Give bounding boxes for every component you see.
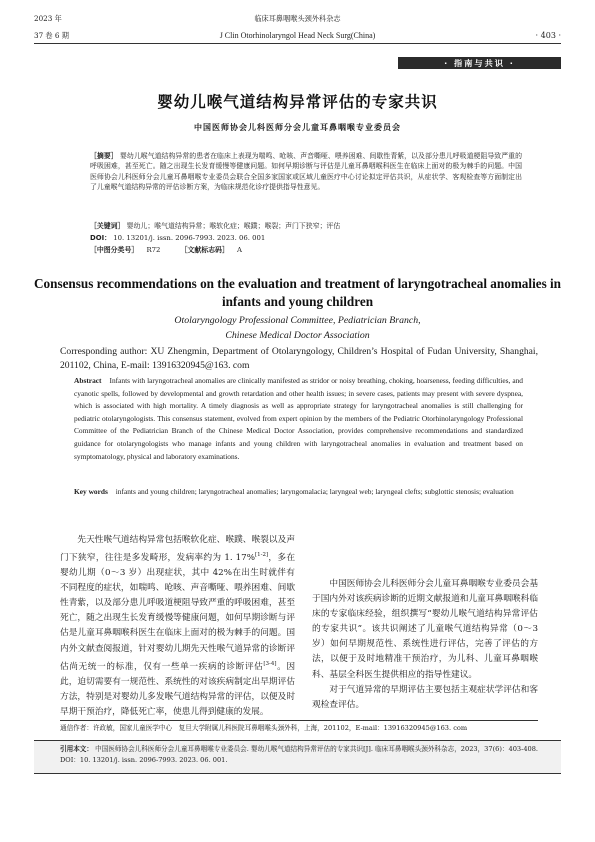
doc-code-label: ［文献标志码］ — [180, 246, 229, 254]
body-paragraph-1: 先天性喉气道结构异常包括喉软化症、喉蹼、喉裂以及声门下狭窄，往往是多发畸形，发病率约为 1. 17%[1-2]，多在婴幼儿期（0～3 岁）出现症状，其中 42%在出生时就伴有不同程度的症状，如喘鸣、呛咳、声音嘶哑、喂养困难、间歇性青紫，以及部分患儿呼吸道梗阻导致严重的呼吸困难，甚至死亡，随之出现生长发育缓慢等健康问题，如何早期诊断与评估是儿童耳鼻咽喉科医生在临床上面对的极为棘手的问题。国内外文献查阅报道，针对婴幼儿期先天性喉气道异常的诊断评估尚无统一的标准，仅有一些单一疾病的诊断评估[3-4]。因此，迫切需要有一规范性、系统性的对该疾病制定出早期评估方法，特别是对婴幼儿多发喉气道结构异常的评估，以便及时早期干预治疗，降低死亡率，使患儿得到健康的发展。 — [60, 535, 296, 717]
body-right-column — [312, 577, 538, 713]
footnote-correspondence: 通信作者：许政敏，国家儿童医学中心 复旦大学附属儿科医院耳鼻咽喉头颈外科，上海，201102，E-mail：13916320945@163. com — [60, 724, 468, 732]
doi-label: DOI： — [90, 234, 112, 242]
abstract-cn-label: ［摘要］ — [90, 152, 118, 160]
abstract-en-label: Abstract — [74, 376, 102, 385]
abstract-cn — [90, 151, 522, 193]
keywords-en — [74, 486, 523, 499]
doc-code-value: A — [237, 246, 243, 254]
citation-label: 引用本文： — [60, 745, 93, 753]
corresponding-author-en: Corresponding author: XU Zhengmin, Department of Otolaryngology, Children’s Hospital of Fudan University, Shanghai, 201102, China, E-mail: 13916320945@163. com — [60, 346, 538, 371]
keywords-cn-label: ［关键词］ — [90, 222, 125, 230]
classification-value: R72 — [146, 246, 161, 254]
header-volume: 37 卷 6 期 — [34, 31, 69, 40]
abstract-en-text: Infants with laryngotracheal anomalies are clinically manifested as stridor or noisy breathing, choking, hoarseness, feeding difficulties, and cyanotic spells, followed by developmental and growth retardation and other health issues; in severe cases, patients may present with severe dyspnea, which is associated with high mortality. A timely diagnosis as well as appropriate strategy for laryngotracheal anomalies is still challenging for pediatric otolaryngologists. This consensus statement, evolved from expert opinion by the members of the Pediatric Otorhinolaryngology Professional Committee of the Pediatrician Branch of the Chinese Medical Doctor Association, provides comprehensive recommendations and standardized guidance for otolaryngologists who manage infants and young children with laryngotracheal anomalies in evaluation and treatment based on symptomatology, physical and laboratory examinations. — [74, 376, 523, 461]
keywords-en-text: infants and young children; laryngotracheal anomalies; laryngomalacia; laryngeal web; laryngeal clefts; subglottic stenosis; evaluation — [115, 487, 514, 496]
classification-label: ［中图分类号］ — [90, 246, 139, 254]
author-en-line1: Otolaryngology Professional Committee, Pediatrician Branch, — [174, 315, 421, 326]
author-org-cn: 中国医师协会儿科医师分会儿童耳鼻咽喉专业委员会 — [194, 123, 401, 132]
abstract-cn-text: 婴幼儿喉气道结构异常的患者在临床上表现为喘鸣、呛咳、声音嘶哑、喂养困难、间歇性青紫，以及部分患儿呼吸道梗阻导致严重的呼吸困难，甚至死亡。随之出现生长发育缓慢等健康问题。如何早期诊断与评估是儿童耳鼻咽喉科医生在临床上面对的极为棘手的问题。中国医师协会儿科医师分会儿童耳鼻咽喉专业委员会联合全国多家国家或区域儿童医疗中心讨论拟定评估共识，从症状学、客观检查等方面制定出了儿童喉气道结构异常的评估诊断方案，为临床规范化诊疗提供指导性意见。 — [90, 152, 522, 192]
header-page-number: · 403 · — [535, 31, 561, 40]
author-en-line2: Chinese Medical Doctor Association — [225, 330, 370, 341]
reference-marker: [1-2] — [254, 552, 269, 559]
doi — [90, 233, 522, 243]
body-left-column — [60, 533, 295, 720]
header-journal-en: J Clin Otorhinolaryngol Head Neck Surg(China) — [219, 31, 376, 40]
citation — [60, 744, 538, 766]
header-rule — [34, 43, 561, 44]
column-banner: · 指南与共识 · — [398, 57, 561, 69]
doi-text: 10. 13201/j. issn. 2096-7993. 2023. 06. 001 — [113, 234, 266, 242]
keywords-cn — [90, 221, 522, 231]
article-title-cn: 婴幼儿喉气道结构异常评估的专家共识 — [157, 92, 438, 111]
footnote-rule — [60, 720, 538, 721]
header-year: 2023 年 — [34, 14, 62, 23]
header-journal-cn: 临床耳鼻咽喉头颈外科杂志 — [254, 14, 341, 23]
body-paragraph-2: 中国医师协会儿科医师分会儿童耳鼻咽喉专业委员会基于国内外对该疾病诊断的近期文献报道和儿童耳鼻咽喉科临床的专家临床经验，组织撰写“婴幼儿喉气道结构异常评估的专家共识”。该共识阐述了儿童喉气道结构异常（0～3 岁）如何早期规范性、系统性进行评估，完善了评估的方法，以便于及时地精准干预治疗，为儿科、儿童耳鼻咽喉科、基层全科医生提供相应的指导性建议。 — [312, 579, 538, 680]
citation-text: 中国医师协会儿科医师分会儿童耳鼻咽喉专业委员会. 婴幼儿喉气道结构异常评估的专家共识[J]. 临床耳鼻咽喉头颈外科杂志，2023，37(6)：403-408. DOI：10. 13201/j. issn. 2096-7993. 2023. 06. 001. — [60, 745, 538, 764]
keywords-cn-text: 婴幼儿；喉气道结构异常；喉软化症；喉蹼；喉裂；声门下狭窄；评估 — [126, 222, 341, 230]
classification — [90, 245, 522, 255]
abstract-en — [74, 375, 523, 463]
article-title-en: Consensus recommendations on the evaluation and treatment of laryngotracheal anomalies in infants and young children — [34, 276, 562, 309]
body-paragraph-3: 对于气道异常的早期评估主要包括主观症状学评估和客观检查评估。 — [312, 684, 538, 710]
reference-marker: [3-4] — [263, 660, 277, 667]
keywords-en-label: Key words — [74, 487, 108, 496]
